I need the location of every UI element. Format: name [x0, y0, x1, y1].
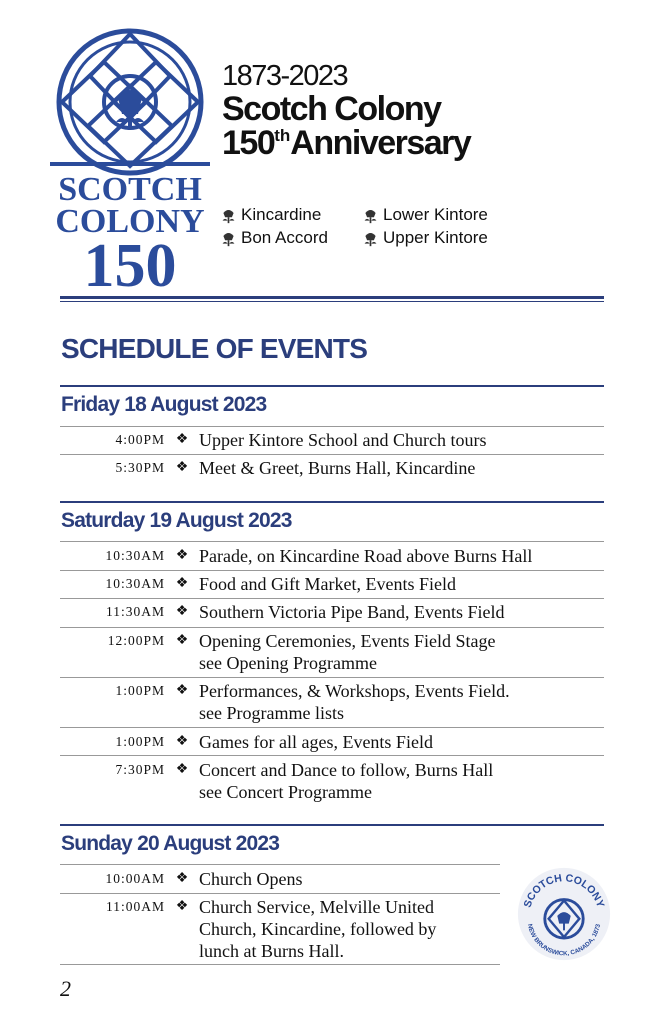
row-divider [60, 893, 500, 894]
thistle-icon [362, 207, 379, 224]
logo-number-150: 150 [83, 232, 177, 291]
event-description: Opening Ceremonies, Events Field Stage [199, 631, 496, 651]
day-title-saturday: Saturday 19 August 2023 [61, 509, 292, 532]
community-label: Lower Kintore [383, 205, 488, 224]
event-description-line-2: Church, Kincardine, followed by [199, 919, 437, 939]
row-divider [60, 755, 604, 756]
row-divider [60, 426, 604, 427]
day-rule [60, 501, 604, 503]
event-description: Southern Victoria Pipe Band, Events Field [199, 602, 505, 622]
page-number: 2 [60, 976, 71, 1001]
event-time: 4:00PM [115, 432, 165, 447]
community-kincardine [220, 205, 321, 225]
thistle-icon [362, 230, 379, 247]
event-time: 11:30AM [105, 604, 165, 619]
row-divider [60, 727, 604, 728]
separator-icon: ❖ [175, 683, 189, 698]
badge-top-text: SCOTCH COLONY [521, 872, 607, 910]
separator-icon: ❖ [175, 576, 189, 591]
community-bon-accord [220, 228, 328, 248]
separator-icon: ❖ [175, 899, 189, 914]
row-divider [60, 541, 604, 542]
scotch-colony-badge [516, 866, 612, 962]
separator-icon: ❖ [175, 432, 189, 447]
day-title-friday: Friday 18 August 2023 [61, 393, 267, 416]
day-rule [60, 385, 604, 387]
row-divider [60, 864, 500, 865]
day-title-sunday: Sunday 20 August 2023 [61, 832, 280, 855]
event-description-line-2: see Concert Programme [199, 782, 372, 802]
schedule-heading: SCHEDULE OF EVENTS [61, 333, 368, 364]
row-divider [60, 677, 604, 678]
event-time: 11:00AM [105, 899, 165, 914]
badge-bottom-text: NEW BRUNSWICK, CANADA, 1873 [525, 923, 603, 958]
event-description-line-3: lunch at Burns Hall. [199, 941, 344, 961]
event-description: Performances, & Workshops, Events Field. [199, 681, 510, 701]
community-upper-kintore [362, 228, 488, 248]
event-time: 5:30PM [115, 460, 165, 475]
event-description-line-2: see Programme lists [199, 703, 344, 723]
row-divider [60, 454, 604, 455]
event-description-line-2: see Opening Programme [199, 653, 377, 673]
event-time: 10:00AM [105, 871, 165, 886]
thistle-icon [220, 207, 237, 224]
event-description: Games for all ages, Events Field [199, 732, 433, 752]
thistle-icon [220, 230, 237, 247]
community-label: Upper Kintore [383, 228, 488, 247]
logo-word-scotch: SCOTCH [58, 171, 202, 208]
event-description: Parade, on Kincardine Road above Burns Hall [199, 546, 533, 566]
row-divider [60, 627, 604, 628]
event-description: Meet & Greet, Burns Hall, Kincardine [199, 458, 476, 478]
title-anniversary: Anniversary [290, 124, 471, 162]
separator-icon: ❖ [175, 460, 189, 475]
header-rule-thin [60, 301, 604, 302]
title-line-2 [222, 126, 470, 160]
title-line-1: Scotch Colony [222, 90, 441, 128]
separator-icon: ❖ [175, 734, 189, 749]
event-time: 10:30AM [105, 548, 165, 563]
event-description: Concert and Dance to follow, Burns Hall [199, 760, 494, 780]
community-label: Bon Accord [241, 228, 328, 247]
community-label: Kincardine [241, 205, 322, 224]
row-divider [60, 570, 604, 571]
header-rule-thick [60, 296, 604, 299]
separator-icon: ❖ [175, 548, 189, 563]
event-time: 10:30AM [105, 576, 165, 591]
row-divider [60, 598, 604, 599]
event-time: 1:00PM [115, 734, 165, 749]
event-description: Church Opens [199, 869, 303, 889]
scotch-colony-150-logo [50, 26, 210, 291]
logo-word-colony: COLONY [55, 203, 205, 240]
row-divider [60, 964, 500, 965]
separator-icon: ❖ [175, 762, 189, 777]
event-time: 12:00PM [107, 633, 165, 648]
title-150: 150 [222, 124, 275, 162]
community-lower-kintore [362, 205, 488, 225]
separator-icon: ❖ [175, 871, 189, 886]
separator-icon: ❖ [175, 604, 189, 619]
title-ordinal: th [274, 126, 291, 145]
separator-icon: ❖ [175, 633, 189, 648]
event-time: 7:30PM [115, 762, 165, 777]
event-description: Church Service, Melville United [199, 897, 434, 917]
event-time: 1:00PM [115, 683, 165, 698]
event-description: Food and Gift Market, Events Field [199, 574, 456, 594]
event-description: Upper Kintore School and Church tours [199, 430, 487, 450]
day-rule [60, 824, 604, 826]
anniversary-years: 1873-2023 [222, 60, 348, 92]
